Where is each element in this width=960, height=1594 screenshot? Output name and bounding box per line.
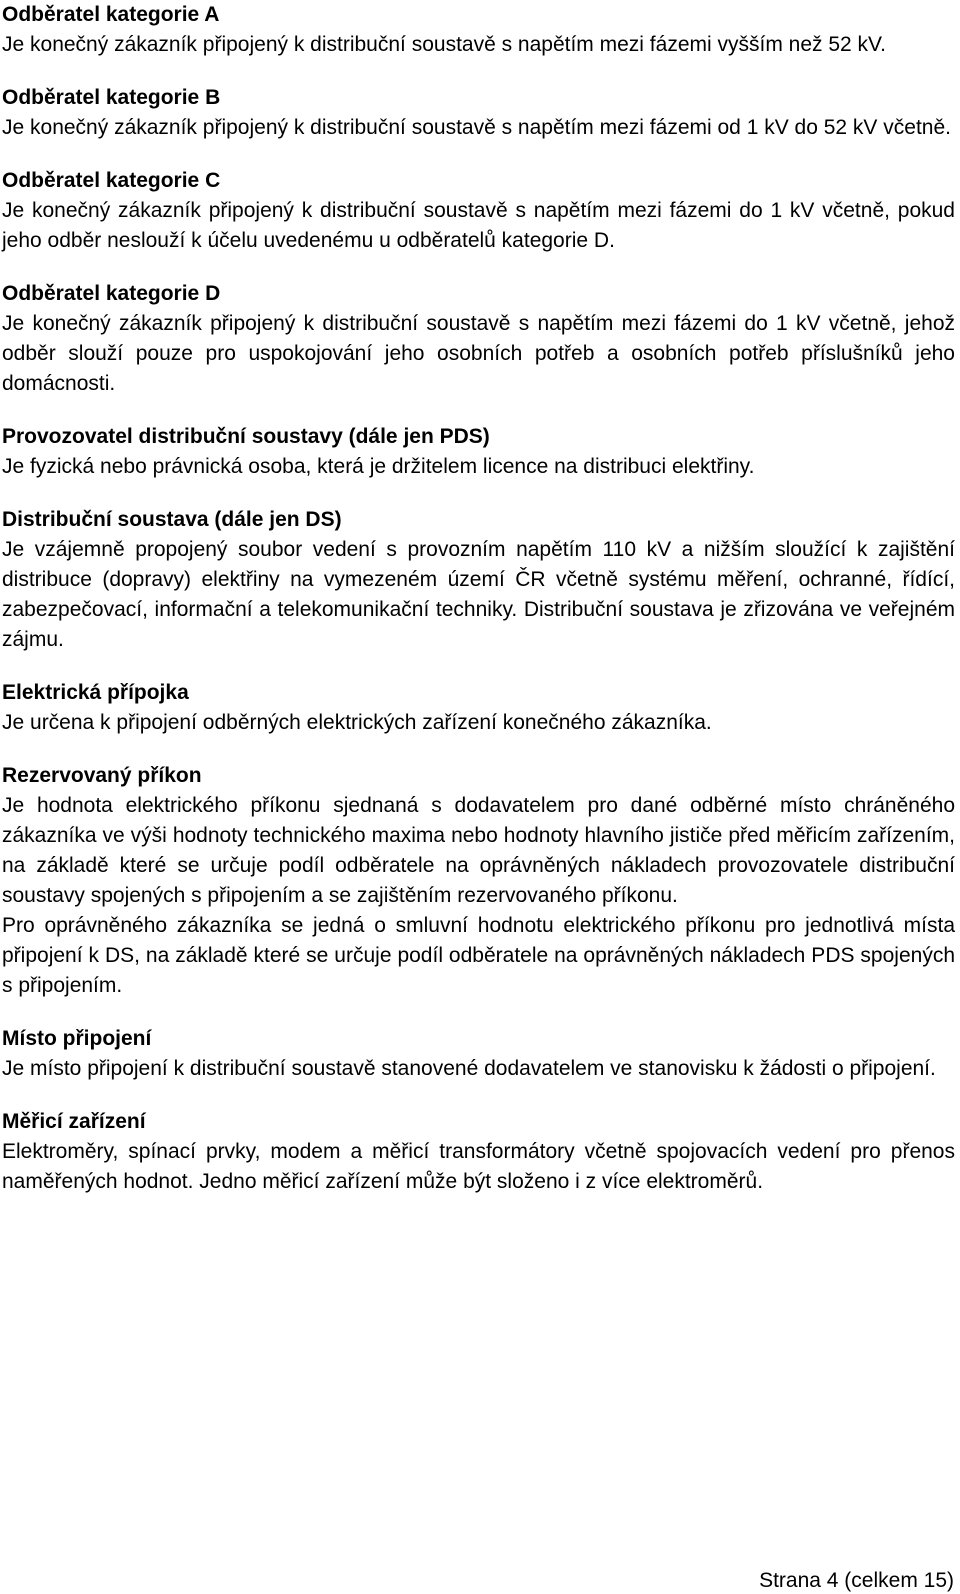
- definition-misto-pripojeni: [2, 1024, 955, 1084]
- definition-odberatel-d: [2, 279, 955, 399]
- term-heading: Měřicí zařízení: [2, 1110, 146, 1133]
- definition-merici-zarizeni: [2, 1107, 955, 1197]
- term-heading: Místo připojení: [2, 1027, 152, 1050]
- definition-text: Je hodnota elektrického příkonu sjednaná s dodavatelem pro dané odběrné místo chráněného zákazníka ve výši hodnoty technického maxima nebo hodnoty hlavního jističe před měřicím zařízením, na základě které se určuje podíl odběratele na oprávněných nákladech provozovatele distribuční soustavy spojených s připojením a se zajištěním rezervovaného příkonu.: [2, 794, 955, 907]
- definition-odberatel-a: [2, 0, 955, 60]
- definition-text: Pro oprávněného zákazníka se jedná o smluvní hodnotu elektrického příkonu pro jednotlivá místa připojení k DS, na základě které se určuje podíl odběratele na oprávněných nákladech PDS spojených s připojením.: [2, 914, 955, 997]
- term-heading: Distribuční soustava (dále jen DS): [2, 508, 342, 531]
- definition-text: Je konečný zákazník připojený k distribuční soustavě s napětím mezi fázemi vyšším než 52 kV.: [2, 33, 886, 56]
- definition-text: Elektroměry, spínací prvky, modem a měřicí transformátory včetně spojovacích vedení pro přenos naměřených hodnot. Jedno měřicí zařízení může být složeno i z více elektroměrů.: [2, 1140, 955, 1193]
- term-heading: Odběratel kategorie B: [2, 86, 221, 109]
- term-heading: Odběratel kategorie D: [2, 282, 221, 305]
- definition-ds: [2, 505, 955, 655]
- definition-elektricka-pripojka: [2, 678, 955, 738]
- page-number: Strana 4 (celkem 15): [759, 1569, 954, 1592]
- definition-odberatel-c: [2, 166, 955, 256]
- term-heading: Rezervovaný příkon: [2, 764, 202, 787]
- definition-text: Je konečný zákazník připojený k distribuční soustavě s napětím mezi fázemi do 1 kV včetně, pokud jeho odběr neslouží k účelu uvedenému u odběratelů kategorie D.: [2, 199, 955, 252]
- definition-rezervovany-prikon: [2, 761, 955, 1001]
- definitions-list: [2, 0, 955, 1220]
- term-heading: Provozovatel distribuční soustavy (dále jen PDS): [2, 425, 490, 448]
- definition-text: Je určena k připojení odběrných elektrických zařízení konečného zákazníka.: [2, 711, 712, 734]
- definition-text: Je konečný zákazník připojený k distribuční soustavě s napětím mezi fázemi do 1 kV včetně, jehož odběr slouží pouze pro uspokojování jeho osobních potřeb a osobních potřeb příslušníků jeho domácnosti.: [2, 312, 955, 395]
- definition-text: Je fyzická nebo právnická osoba, která je držitelem licence na distribuci elektřiny.: [2, 455, 755, 478]
- term-heading: Odběratel kategorie C: [2, 169, 221, 192]
- definition-text: Je konečný zákazník připojený k distribuční soustavě s napětím mezi fázemi od 1 kV do 52 kV včetně.: [2, 116, 951, 139]
- definition-text: Je vzájemně propojený soubor vedení s provozním napětím 110 kV a nižším sloužící k zajištění distribuce (dopravy) elektřiny na vymezeném území ČR včetně systému měření, ochranné, řídící, zabezpečovací, informační a telekomunikační techniky. Distribuční soustava je zřizována ve veřejném zájmu.: [2, 538, 955, 651]
- term-heading: Elektrická přípojka: [2, 681, 189, 704]
- definition-text: Je místo připojení k distribuční soustavě stanovené dodavatelem ve stanovisku k žádosti o připojení.: [2, 1057, 936, 1080]
- definition-pds: [2, 422, 955, 482]
- definition-odberatel-b: [2, 83, 955, 143]
- term-heading: Odběratel kategorie A: [2, 3, 220, 26]
